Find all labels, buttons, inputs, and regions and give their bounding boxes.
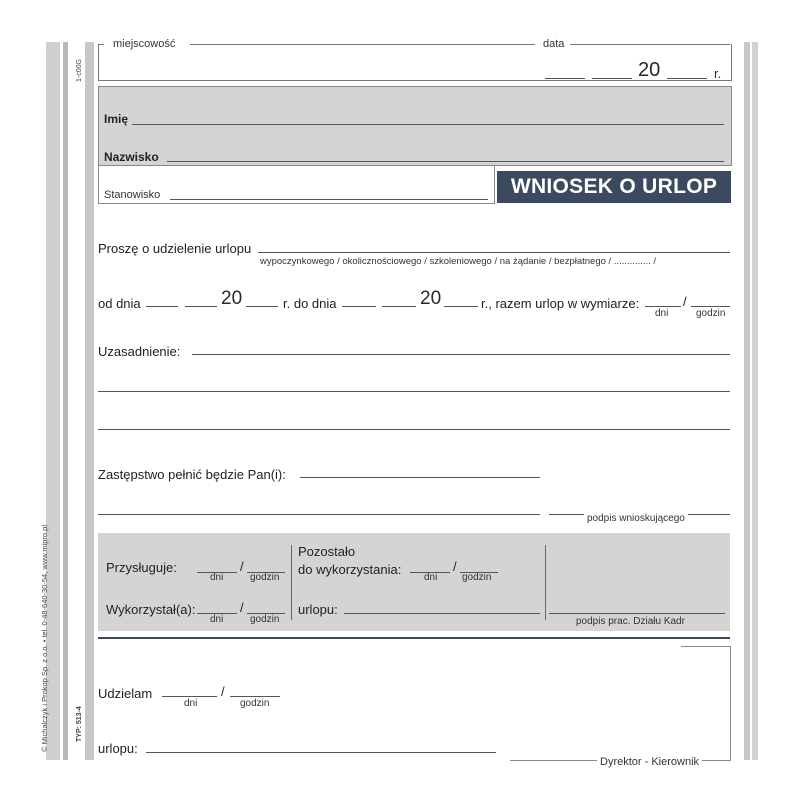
to-day-field[interactable] (342, 306, 376, 307)
to-year-prefix: 20 (420, 288, 442, 309)
grant-label: Udzielam (98, 686, 153, 701)
total-days-field[interactable] (645, 306, 681, 307)
date-label: data (540, 38, 567, 50)
total-days-caption: dni (655, 308, 669, 319)
section-divider (98, 637, 730, 639)
leave-types: wypoczynkowego / okolicznościowego / szkoleniowego / na żądanie / bezpłatnego / .............. / (260, 256, 657, 267)
to-year-field[interactable] (444, 306, 478, 307)
approval-leave-field[interactable] (146, 752, 496, 753)
to-month-field[interactable] (382, 306, 416, 307)
date-year-field[interactable] (667, 78, 707, 79)
to-label: r. do dnia (283, 296, 337, 311)
from-label: od dnia (98, 296, 141, 311)
hr-divider-2 (545, 545, 546, 620)
margin-stripe-right (744, 42, 750, 760)
approval-signature-caption: Dyrektor - Kierownik (597, 756, 702, 768)
leave-type-field[interactable] (258, 252, 730, 253)
remaining-days-caption: dni (424, 572, 438, 583)
used-slash: / (240, 600, 244, 615)
remaining-label-2: do wykorzystania: (298, 562, 402, 577)
hr-signature-caption: podpis prac. Działu Kadr (576, 616, 685, 627)
justification-line-3[interactable] (98, 429, 730, 430)
total-label: r., razem urlop w wymiarze: (481, 296, 640, 311)
grant-hours-field[interactable] (230, 696, 280, 697)
margin-stripe-left-2 (63, 42, 68, 760)
remaining-slash: / (453, 559, 457, 574)
used-days-caption: dni (210, 614, 224, 625)
substitute-label: Zastępstwo pełnić będzie Pan(i): (98, 467, 286, 482)
total-hours-field[interactable] (691, 306, 730, 307)
justification-line-1[interactable] (192, 354, 730, 355)
remaining-hours-caption: godzin (462, 572, 492, 583)
hr-leave-label: urlopu: (298, 602, 338, 617)
first-name-label: Imię (104, 112, 129, 126)
first-name-field[interactable] (132, 124, 724, 125)
entitled-slash: / (240, 559, 244, 574)
date-month-field[interactable] (592, 78, 632, 79)
request-intro: Proszę o udzielenie urlopu (98, 241, 252, 256)
used-hours-caption: godzin (250, 614, 280, 625)
margin-stripe-right-2 (752, 42, 758, 760)
grant-days-field[interactable] (162, 696, 217, 697)
date-year-suffix: r. (714, 66, 722, 81)
employee-panel (98, 86, 732, 166)
location-label: miejscowość (110, 38, 178, 50)
approval-leave-label: urlopu: (98, 741, 138, 756)
justification-line-2[interactable] (98, 391, 730, 392)
total-hours-caption: godzin (696, 308, 726, 319)
publisher-info: © Michalczyk i Prokop Sp. z o.o. • tel. 0-48-640-30-54, www.mipro.pl (40, 525, 49, 752)
date-day-field[interactable] (545, 78, 585, 79)
used-label: Wykorzystał(a): (106, 602, 196, 617)
hr-leave-field[interactable] (344, 613, 540, 614)
date-year-prefix: 20 (638, 59, 661, 81)
substitute-field-2[interactable] (98, 514, 540, 515)
margin-stripe-left-3 (85, 42, 94, 760)
form-type: TYP: 513-4 (76, 706, 83, 742)
from-year-field[interactable] (246, 306, 278, 307)
header-top-line (190, 44, 535, 45)
last-name-field[interactable] (167, 161, 724, 162)
slash: / (683, 294, 687, 309)
substitute-field[interactable] (300, 477, 540, 478)
form-code: 1-c00G (76, 59, 83, 82)
from-month-field[interactable] (185, 306, 217, 307)
entitled-days-caption: dni (210, 572, 224, 583)
form-title: WNIOSEK O URLOP (497, 171, 731, 203)
header-top-line-right (570, 44, 730, 45)
justification-label: Uzasadnienie: (98, 344, 181, 359)
from-year-prefix: 20 (221, 288, 243, 309)
entitled-hours-caption: godzin (250, 572, 280, 583)
hr-divider-1 (291, 545, 292, 620)
position-field[interactable] (170, 199, 488, 200)
applicant-signature-caption: podpis wnioskującego (584, 513, 688, 524)
last-name-label: Nazwisko (104, 150, 159, 164)
approval-signature-box (681, 646, 731, 761)
position-label: Stanowisko (104, 189, 161, 201)
hr-signature-line[interactable] (549, 613, 725, 614)
grant-days-caption: dni (184, 698, 198, 709)
header-top-line-left (98, 44, 104, 45)
grant-hours-caption: godzin (240, 698, 270, 709)
remaining-label-1: Pozostało (298, 544, 356, 559)
header-box (98, 44, 732, 81)
from-day-field[interactable] (146, 306, 178, 307)
grant-slash: / (221, 684, 225, 699)
entitled-label: Przysługuje: (106, 560, 177, 575)
